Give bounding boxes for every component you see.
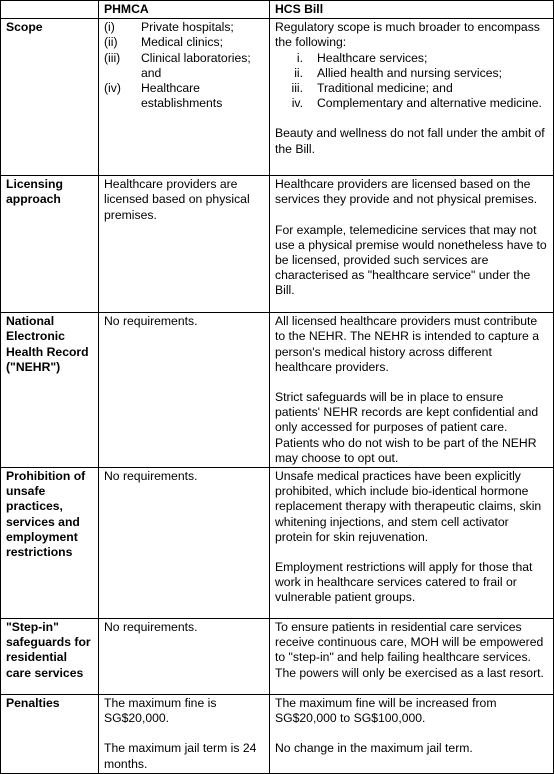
row-label: Penalties bbox=[1, 695, 99, 774]
table-row-prohibition bbox=[1, 468, 554, 619]
list-marker: iv. bbox=[291, 96, 303, 111]
list-item bbox=[275, 96, 549, 111]
hcs-paragraph: All licensed healthcare providers must contribute to the NEHR. The NEHR is intended to capture a person's medical history across different healthcare providers. bbox=[275, 314, 539, 374]
list-text: Traditional medicine; and bbox=[317, 81, 453, 96]
hcs-cell bbox=[270, 176, 554, 313]
table-row-scope bbox=[1, 19, 554, 176]
row-label: Prohibition of unsafe practices, services and employment restrictions bbox=[1, 468, 99, 619]
hcs-paragraph: Employment restrictions will apply for those that work in healthcare services catered to frail or vulnerable patient groups. bbox=[275, 560, 533, 605]
phmca-cell: No requirements. bbox=[99, 468, 270, 619]
list-marker: (iii) bbox=[104, 50, 121, 65]
hcs-cell bbox=[270, 313, 554, 468]
list-marker: ii. bbox=[294, 65, 303, 80]
phmca-cell: No requirements. bbox=[99, 313, 270, 468]
list-text: Private hospitals; bbox=[141, 20, 234, 35]
row-label: Licensing approach bbox=[1, 176, 99, 313]
header-hcs-bill: HCS Bill bbox=[270, 1, 554, 19]
hcs-cell bbox=[270, 695, 554, 774]
row-label: Scope bbox=[1, 19, 99, 176]
header-row bbox=[1, 1, 554, 19]
hcs-scope-list bbox=[275, 51, 549, 112]
table-row-licensing bbox=[1, 176, 554, 313]
list-marker: i. bbox=[296, 50, 303, 65]
list-item bbox=[104, 20, 265, 35]
phmca-cell: Healthcare providers are licensed based on physical premises. bbox=[99, 176, 270, 313]
phmca-scope-list bbox=[104, 20, 265, 111]
header-phmca: PHMCA bbox=[99, 1, 270, 19]
hcs-paragraph: No change in the maximum jail term. bbox=[275, 741, 473, 756]
table-row-nehr bbox=[1, 313, 554, 468]
hcs-scope-note: Beauty and wellness do not fall under the ambit of the Bill. bbox=[275, 126, 545, 156]
list-text: Clinical laboratories; and bbox=[141, 50, 251, 80]
list-item bbox=[275, 66, 549, 81]
list-text: Allied health and nursing services; bbox=[317, 65, 502, 80]
list-text: Medical clinics; bbox=[141, 35, 223, 50]
phmca-paragraph: The maximum fine is SG$20,000. bbox=[104, 696, 217, 726]
hcs-scope-intro: Regulatory scope is much broader to encompass the following: bbox=[275, 20, 540, 50]
hcs-paragraph: The maximum fine will be increased from SG$20,000 to SG$100,000. bbox=[275, 696, 497, 726]
list-marker: (ii) bbox=[104, 35, 118, 50]
hcs-paragraph: Strict safeguards will be in place to ensure patients' NEHR records are kept confidential and only accessed for purposes of patient care. Patients who do not wish to be part of the NEHR may choose to opt out. bbox=[275, 390, 539, 465]
phmca-paragraph: The maximum jail term is 24 months. bbox=[104, 741, 257, 771]
hcs-paragraph: Healthcare providers are licensed based on the services they provide and not physical premises. bbox=[275, 177, 538, 207]
phmca-cell: No requirements. bbox=[99, 619, 270, 695]
row-label: National Electronic Health Record ("NEHR") bbox=[1, 313, 99, 468]
table-row-penalties bbox=[1, 695, 554, 774]
hcs-cell bbox=[270, 19, 554, 176]
header-blank bbox=[1, 1, 99, 19]
hcs-cell bbox=[270, 468, 554, 619]
list-item bbox=[104, 81, 265, 111]
table-row-step-in bbox=[1, 619, 554, 695]
list-text: Complementary and alternative medicine. bbox=[317, 96, 542, 111]
list-text: Healthcare establishments bbox=[141, 81, 223, 111]
list-item bbox=[104, 51, 265, 81]
phmca-cell bbox=[99, 19, 270, 176]
list-marker: (i) bbox=[104, 20, 115, 35]
list-marker: (iv) bbox=[104, 81, 121, 96]
list-item bbox=[104, 35, 265, 50]
hcs-paragraph: For example, telemedicine services that may not use a physical premise would nonetheless have to be licensed, provided such services are characterised as "healthcare service" under the Bill. bbox=[275, 222, 547, 298]
hcs-paragraph: Unsafe medical practices have been explicitly prohibited, which include bio-identical hormone replacement therapy with therapeutic claims, skin whitening injections, and stem cell activator protein for skin rejuvenation. bbox=[275, 469, 542, 544]
list-text: Healthcare services; bbox=[317, 50, 428, 65]
phmca-cell bbox=[99, 695, 270, 774]
row-label: "Step-in" safeguards for residential care services bbox=[1, 619, 99, 695]
list-item bbox=[275, 51, 549, 66]
list-item bbox=[275, 81, 549, 96]
hcs-cell: To ensure patients in residential care services receive continuous care, MOH will be empowered to "step-in" and help failing healthcare services. The powers will only be exercised as a last resort. bbox=[270, 619, 554, 695]
list-marker: iii. bbox=[291, 81, 303, 96]
